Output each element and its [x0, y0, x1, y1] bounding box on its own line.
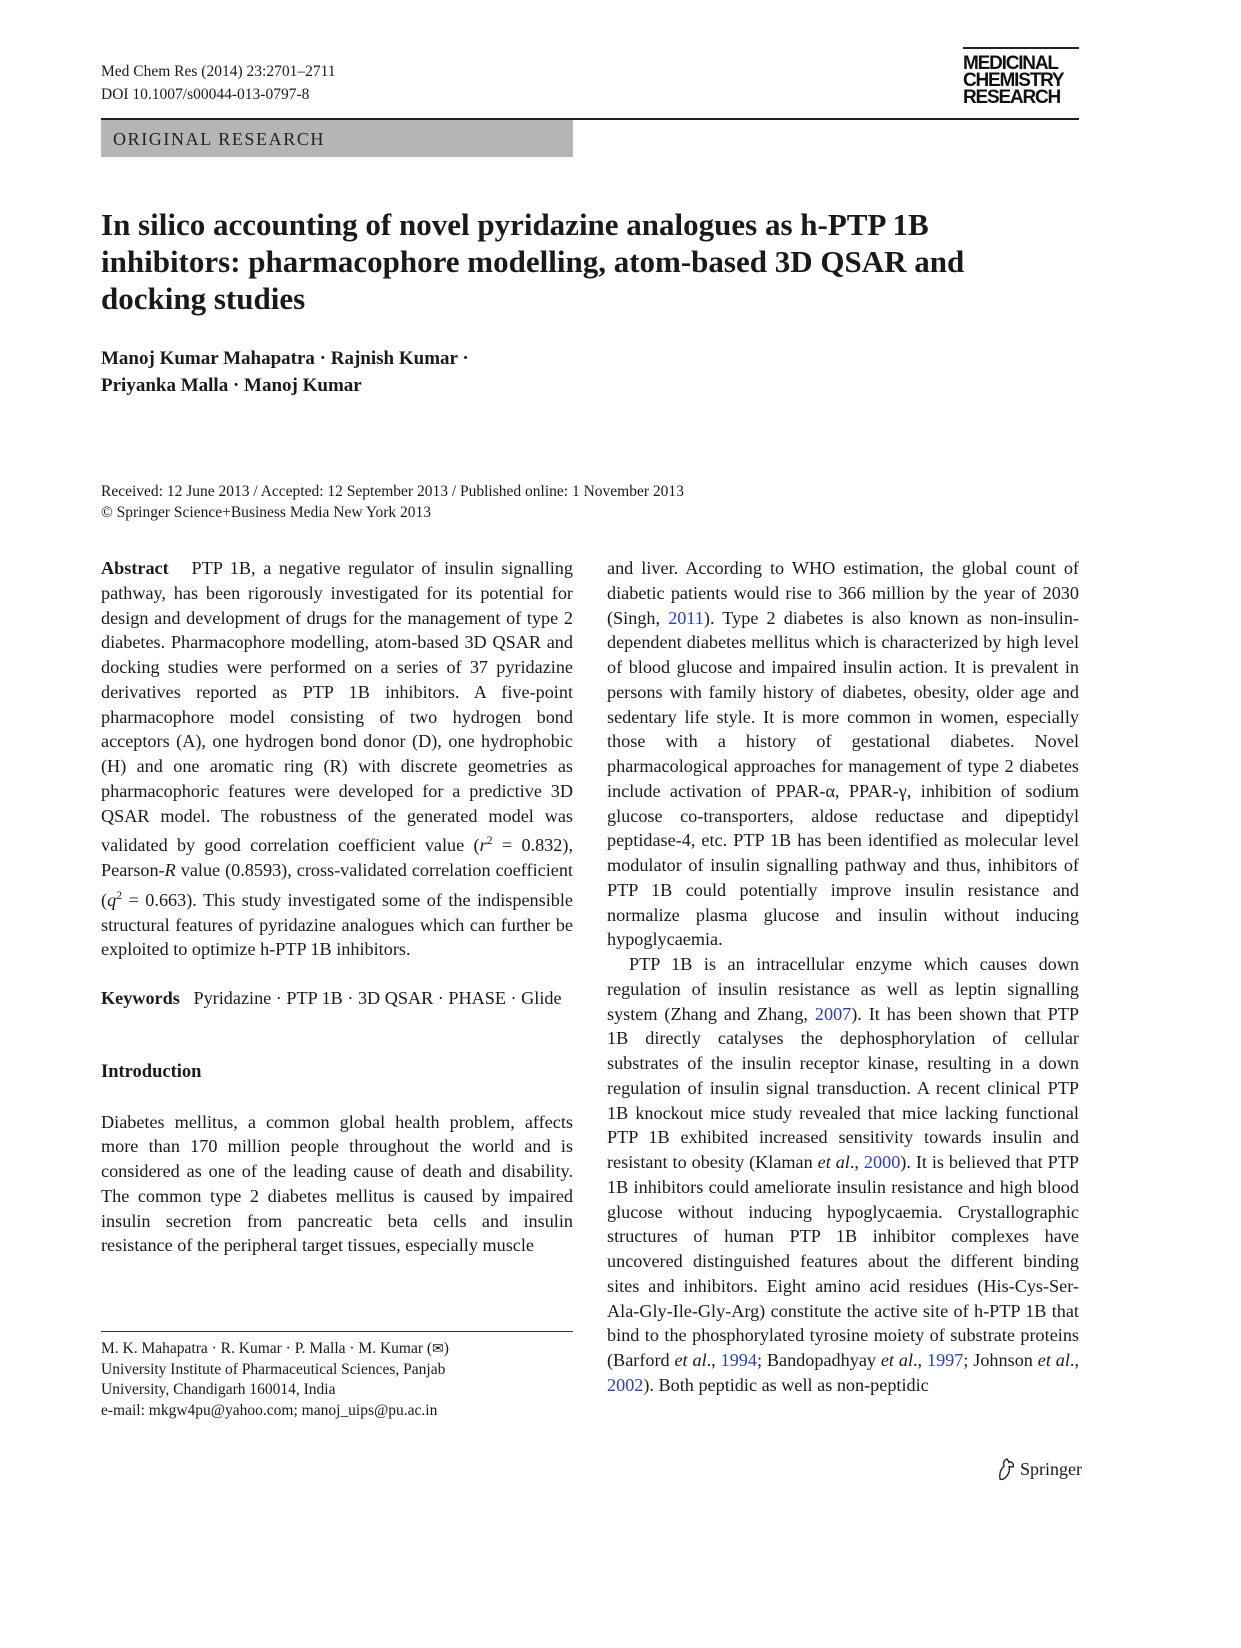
logo-line-1: MEDICINAL [963, 53, 1058, 74]
keywords-text: Pyridazine · PTP 1B · 3D QSAR · PHASE · Glide [193, 988, 562, 1009]
et-al: et al [880, 1350, 913, 1370]
doi: DOI 10.1007/s00044-013-0797-8 [101, 86, 310, 103]
introduction-heading: Introduction [101, 1061, 202, 1082]
journal-citation: Med Chem Res (2014) 23:2701–2711 [101, 63, 336, 80]
springer-horse-icon [996, 1457, 1016, 1481]
p2-text-b: ). It has been shown that PTP 1B directly catalyses the dephosphorylation of cellular substrates of the insulin receptor kinase, resulting in a down regulation of insulin signal transduction. A recent clinical PTP 1B knockout mice study revealed that mice lacking functional PTP 1B exhibited increased sensitivity towards insulin and resistant to obesity (Klaman [607, 1003, 1079, 1172]
abstract [101, 556, 573, 962]
p2-text-i: ., [1069, 1350, 1079, 1370]
p1-text-b: ). Type 2 diabetes is also known as non-insulin-dependent diabetes mellitus which is characterized by high level of blood glucose and impaired insulin action. It is prevalent in persons with family history of diabetes, obesity, older age and sedentary life style. It is more common in women, especially those with a history of gestational diabetes. Novel pharmacological approaches for management of type 2 diabetes include activation of PPAR-α, PPAR-γ, inhibition of sodium glucose co-transporters, aldose reductase and dipeptidyl peptidase-4, etc. PTP 1B has been identified as molecular level modulator of insulin signalling pathway and thus, inhibitors of PTP 1B could potentially improve insulin resistance and normalize plasma glucose and insulin without inducing hypoglycaemia. [607, 607, 1079, 950]
logo-line-2: CHEMISTRY [963, 70, 1064, 91]
affiliation-authors-text: M. K. Mahapatra · R. Kumar · P. Malla · M. Kumar ( [101, 1340, 433, 1357]
affiliation-authors [101, 1339, 573, 1360]
p2-text-j: ). Both peptidic as well as non-peptidic [643, 1374, 929, 1395]
authors-line-1: Manoj Kumar Mahapatra · Rajnish Kumar · [101, 348, 469, 369]
right-column [607, 556, 1079, 1398]
et-al: et al [817, 1152, 850, 1172]
abstract-mid: value (0.8593), cross-validated correlation coefficient ( [101, 860, 573, 910]
right-paragraph-1 [607, 556, 1079, 952]
article-dates [101, 481, 684, 523]
p2-text-f: ; Bandopadhyay [756, 1350, 881, 1370]
logo-line-3: RESEARCH [963, 87, 1061, 108]
p1-text-a: and liver. According to WHO estimation, the global count of diabetic patients would rise to 366 million by the year of 2030 (Singh, [607, 558, 1079, 628]
abstract-text: PTP 1B, a negative regulator of insulin signalling pathway, has been rigorously investigated for its potential for design and development of drugs for the management of type 2 diabetes. Pharmacophore modelling, atom-based 3D QSAR and docking studies were performed on a series of 37 pyridazine derivatives reported as PTP 1B inhibitors. A five-point pharmacophore model consisting of two hydrogen bond acceptors (A), one hydrogen bond donor (D), one hydrophobic (H) and one aromatic ring (R) with discrete geometries as pharmacophoric features were developed for a predictive 3D QSAR model. The robustness of the generated model was validated by good correlation coefficient value ( [101, 558, 573, 856]
title-line-1: In silico accounting of novel pyridazine analogues as h-PTP 1B [101, 207, 929, 242]
ref-bandopadhyay-1997[interactable]: 1997 [926, 1350, 964, 1370]
keywords [101, 986, 573, 1011]
p2-text-e: ., [706, 1350, 716, 1370]
pearson-r-symbol: R [164, 860, 176, 881]
logo-rule [963, 47, 1079, 49]
dates-line: Received: 12 June 2013 / Accepted: 12 September 2013 / Published online: 1 November 2013 [101, 483, 684, 500]
p2-text-c: ., [849, 1152, 859, 1172]
p2-text-d: ). It is believed that PTP 1B inhibitors could ameliorate insulin resistance and high blood glucose without inducing hypoglycaemia. Crystallographic structures of human PTP 1B inhibitor complexes have uncovered distinguished features about the different binding sites and inhibitors. Eight amino acid residues (His-Cys-Ser-Ala-Gly-Ile-Gly-Arg) constitute the active site of h-PTP 1B that bind to the phosphorylated tyrosine moiety of substrate proteins (Barford [607, 1152, 1080, 1370]
copyright-line: © Springer Science+Business Media New York 2013 [101, 504, 432, 521]
ref-barford-1994[interactable]: 1994 [720, 1350, 757, 1370]
authors-line-2: Priyanka Malla · Manoj Kumar [101, 375, 362, 396]
affiliation [101, 1339, 573, 1421]
p2-text-h: ; Johnson [963, 1350, 1038, 1370]
journal-logo [963, 55, 1063, 106]
ref-singh-2011[interactable]: 2011 [668, 607, 704, 628]
et-al: et al [1037, 1350, 1070, 1370]
affiliation-city: University, Chandigarh 160014, India [101, 1381, 336, 1398]
left-column [101, 556, 573, 1258]
affiliation-paren: ) [443, 1340, 449, 1357]
right-paragraph-2 [607, 952, 1079, 1398]
et-al: et al [674, 1350, 707, 1370]
abstract-end: = 0.663). This study investigated some of the indispensible structural features of pyridazine analogues which can further be exploited to optimize h-PTP 1B inhibitors. [101, 889, 573, 960]
r-squared-sup: 2 [486, 833, 493, 848]
p2-text-g: ., [913, 1350, 923, 1370]
introduction-paragraph: Diabetes mellitus, a common global health problem, affects more than 170 million people throughout the world and is considered as one of the leading cause of death and disability. The common type 2 diabetes mellitus is caused by impaired insulin secretion from pancreatic beta cells and insulin resistance of the peripheral target tissues, especially muscle [101, 1111, 573, 1256]
q-symbol: q [107, 889, 117, 910]
abstract-label: Abstract [101, 558, 169, 578]
section-band: ORIGINAL RESEARCH [101, 120, 573, 157]
keywords-label: Keywords [101, 988, 180, 1009]
affiliation-email: e-mail: mkgw4pu@yahoo.com; manoj_uips@pu.ac.in [101, 1401, 438, 1419]
ref-klaman-2000[interactable]: 2000 [863, 1152, 901, 1172]
ref-johnson-2002[interactable]: 2002 [607, 1374, 644, 1395]
article-title [101, 206, 1101, 317]
title-line-3: docking studies [101, 281, 306, 316]
envelope-icon: ✉ [432, 1341, 444, 1357]
title-line-2: inhibitors: pharmacophore modelling, atom-based 3D QSAR and [101, 244, 965, 279]
affiliation-institute: University Institute of Pharmaceutical Sciences, Panjab [101, 1360, 446, 1378]
r-squared-value: = 0.832), Pearson- [101, 835, 573, 881]
ref-zhang-2007[interactable]: 2007 [814, 1003, 852, 1024]
r-symbol: r [479, 835, 487, 856]
p2-text-a: PTP 1B is an intracellular enzyme which causes down regulation of insulin resistance as well as leptin signalling system (Zhang and Zhang, [607, 954, 1079, 1024]
author-list [101, 345, 469, 399]
q-squared-sup: 2 [116, 887, 123, 902]
springer-label: Springer [1020, 1458, 1082, 1479]
footnote-rule [101, 1331, 573, 1332]
publisher-footer [996, 1457, 1082, 1481]
